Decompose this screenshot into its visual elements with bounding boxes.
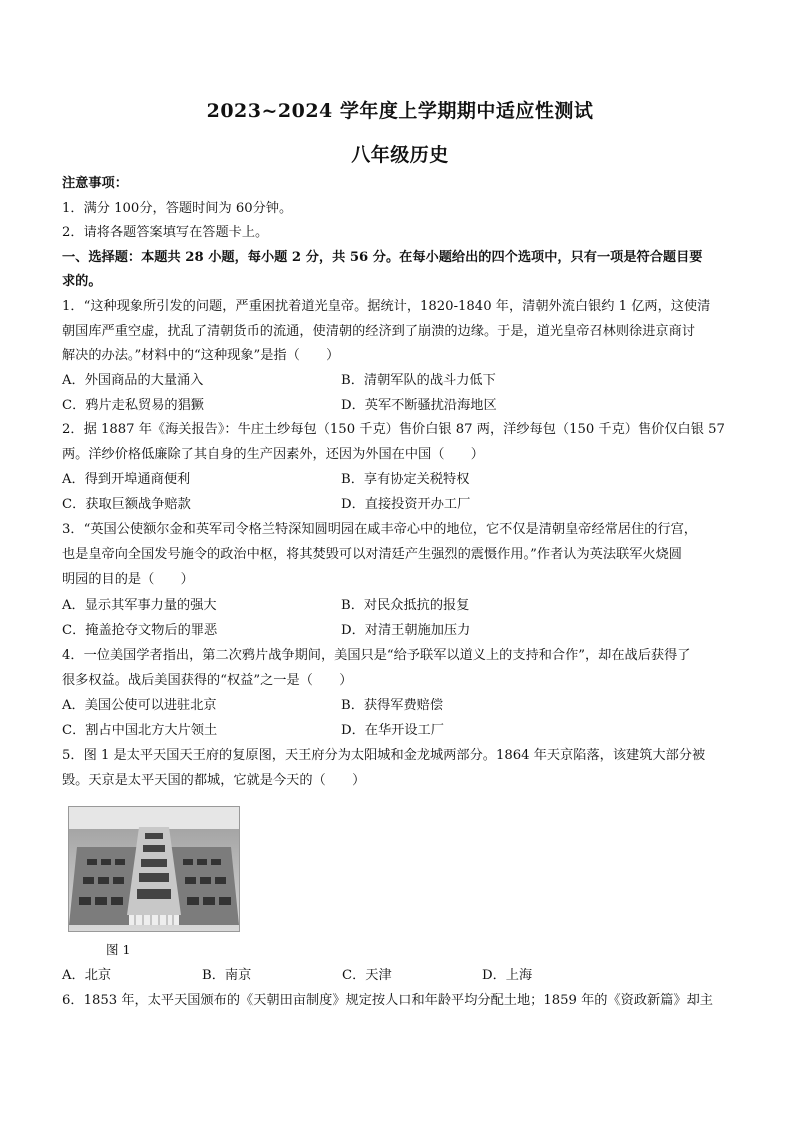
question-3-option-b: B．对民众抵抗的报复 <box>341 598 470 613</box>
question-3-option-d: D．对清王朝施加压力 <box>341 623 471 638</box>
figure-caption: 图 1 <box>106 942 131 957</box>
question-2-option-c: C．获取巨额战争赔款 <box>62 497 191 512</box>
question-5-option-d: D．上海 <box>482 968 533 983</box>
question-3-option-c: C．掩盖抢夺文物后的罪恶 <box>62 623 218 638</box>
question-5-option-b: B．南京 <box>202 968 252 983</box>
question-2-option-d: D．直接投资开办工厂 <box>341 497 471 512</box>
question-1-stem: 解决的办法。”材料中的“这种现象”是指（ ） <box>62 348 340 363</box>
question-4-option-b: B．获得军费赔偿 <box>341 698 444 713</box>
question-6-stem: 6．1853 年，太平天国颁布的《天朝田亩制度》规定按人口和年龄平均分配土地；1859 年的《资政新篇》却主 <box>62 993 713 1008</box>
palace-model-illustration <box>69 807 239 931</box>
question-1-option-a: A．外国商品的大量涌入 <box>62 373 204 388</box>
question-4-option-a: A．美国公使可以进驻北京 <box>62 698 217 713</box>
question-5-option-c: C．天津 <box>342 968 392 983</box>
question-5-stem: 5．图 1 是太平天国天王府的复原图，天王府分为太阳城和金龙城两部分。1864 年天京陷落，该建筑大部分被 <box>62 748 706 763</box>
section-heading: 一、选择题：本题共 28 小题，每小题 2 分，共 56 分。在每小题给出的四个选项中，只有一项是符合题目要 <box>62 250 703 265</box>
exam-title: 2023~2024 学年度上学期期中适应性测试 <box>206 100 594 122</box>
question-5-stem: 毁。天京是太平天国的都城，它就是今天的（ ） <box>62 773 366 788</box>
question-1-option-c: C．鸦片走私贸易的猖獗 <box>62 398 204 413</box>
question-2-option-b: B．享有协定关税特权 <box>341 472 470 487</box>
question-3-stem: 明园的目的是（ ） <box>62 572 194 587</box>
question-1-stem: 1．“这种现象所引发的问题，严重困扰着道光皇帝。据统计，1820-1840 年，清朝外流白银约 1 亿两，这使清 <box>62 299 711 314</box>
question-3-stem: 也是皇帝向全国发号施令的政治中枢，将其焚毁可以对清廷产生强烈的震慑作用。”作者认为英法联军火烧圆 <box>62 547 682 562</box>
notice-heading: 注意事项： <box>62 176 128 191</box>
question-3-stem: 3．“英国公使额尔金和英军司令格兰特深知圆明园在咸丰帝心中的地位，它不仅是清朝皇帝经常居住的行宫， <box>62 522 697 537</box>
question-4-stem: 4．一位美国学者指出，第二次鸦片战争期间，美国只是“给予联军以道义上的支持和合作”，却在战后获得了 <box>62 648 691 663</box>
question-4-option-d: D．在华开设工厂 <box>341 723 444 738</box>
question-2-stem: 两。洋纱价格低廉除了其自身的生产因素外，还因为外国在中国（ ） <box>62 447 484 462</box>
palace-model-photo <box>68 806 240 932</box>
question-1-stem: 朝国库严重空虚，扰乱了清朝货币的流通，使清朝的经济到了崩溃的边缘。于是，道光皇帝召林则徐进京商讨 <box>62 324 695 339</box>
question-2-stem: 2．据 1887 年《海关报告》：牛庄土纱每包（150 千克）售价白银 87 两，洋纱每包（150 千克）售价仅白银 57 <box>62 422 725 437</box>
question-1-option-b: B．清朝军队的战斗力低下 <box>341 373 496 388</box>
question-4-stem: 很多权益。战后美国获得的“权益”之一是（ ） <box>62 673 353 688</box>
section-heading-cont: 求的。 <box>62 274 102 289</box>
notice-item: 1．满分 100分，答题时间为 60分钟。 <box>62 201 293 216</box>
question-2-option-a: A．得到开埠通商便利 <box>62 472 191 487</box>
question-4-option-c: C．割占中国北方大片领土 <box>62 723 218 738</box>
notice-item: 2．请将各题答案填写在答题卡上。 <box>62 225 269 240</box>
exam-subtitle: 八年级历史 <box>351 144 449 166</box>
question-5-option-a: A．北京 <box>62 968 112 983</box>
question-1-option-d: D．英军不断骚扰沿海地区 <box>341 398 497 413</box>
question-3-option-a: A．显示其军事力量的强大 <box>62 598 217 613</box>
